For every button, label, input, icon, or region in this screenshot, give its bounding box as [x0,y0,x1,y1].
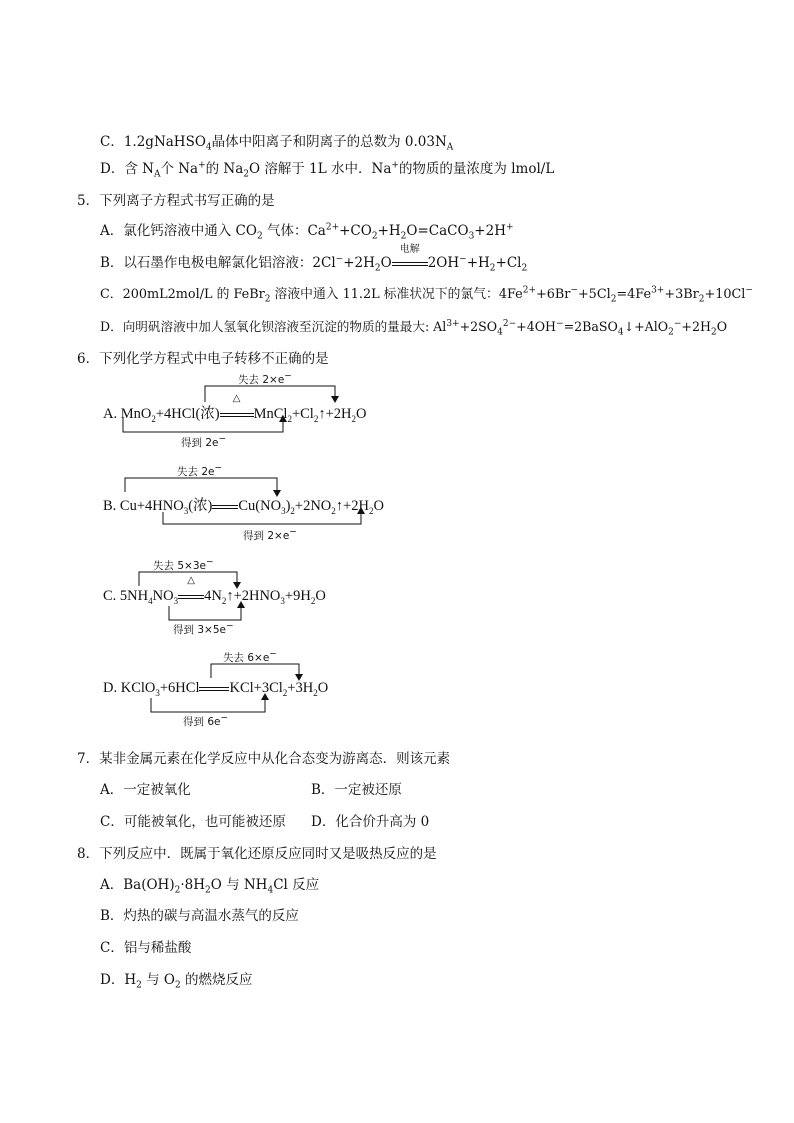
q5-option-a: A．氯化钙溶液中通入 $CO_2$ 气体：$Ca^{2+}+CO_2+H_2O=CaCO_3+2H^+$ [100,222,514,242]
equation-a-text: A. MnO$_2$+4HCl(浓) △ $MnCl_2+Cl_2↑+2H_2O$ [103,393,367,424]
q7-option-b: B．一定被还原 [311,782,402,798]
lost-electrons-label: 失去 2e− [177,463,223,478]
q4-option-d: D．含 $N_A$个 Na+的 $Na_2O$ 溶解于 1L 水中．Na+的物质的量浓度为 lmol/L [100,160,555,180]
lost-electrons-label: 失去 5×3e− [153,557,214,572]
q8-option-c: C．铝与稀盐酸 [100,940,192,956]
q6-stem: 6．下列化学方程式中电子转移不正确的是 [77,351,329,367]
q5-option-b: B．以石墨作电极电解氯化铝溶液：$2Cl^-+2H_2O$ 电解 $2OH^-+H_2+Cl_2$ [100,244,528,274]
q6-equation-a [103,371,503,449]
q7-stem: 7．某非金属元素在化学反应中从化合态变为游离态．则该元素 [77,751,451,767]
electrolysis-equals-sign: 电解 [392,254,428,272]
lost-electrons-label: 失去 6×e− [223,649,277,664]
equation-b-text: B. $Cu+4HNO_3$(浓) $Cu(NO_3)_2+2NO_2↑+2H_2O$ [103,498,384,516]
q5-option-c: C．200mL2mol/L 的 FeBr$_2$ 溶液中通入 11.2L 标准状况下的氯气：$4Fe^{2+}+6Br^-+5Cl_2=4Fe^{3+}+3Br_2+10Cl^-$ [100,285,753,305]
gained-electrons-label: 得到 3×5e− [173,621,234,636]
equation-c-text: C. $5NH_4NO_3$ △ $4N_2↑+2HNO_3+9H_2O$ [103,575,326,606]
q8-option-d: D．$H_2$ 与 $O_2$ 的燃烧反应 [100,972,253,991]
q7-option-d: D．化合价升高为 0 [311,814,430,830]
q8-option-b: B．灼热的碳与高温水蒸气的反应 [100,908,299,924]
q5-option-d: D．向明矾溶液中加人氢氧化钡溶液至沉淀的物质的量最大: $Al^{3+}+2SO_4^{2-}+4OH^-=2BaSO_4↓+AlO_2^-+2H_2O$ [100,318,728,338]
gained-electrons-label: 得到 6e− [183,713,229,728]
q7-option-c: C．可能被氧化，也可能被还原 [100,814,286,830]
gained-electrons-label: 得到 2×e− [243,527,297,542]
q5-stem: 5．下列离子方程式书写正确的是 [77,193,275,209]
lost-electrons-label: 失去 2×e− [238,371,292,386]
q7-option-a: A．一定被氧化 [100,782,191,798]
q8-option-a: A．$Ba(OH)_2\cdot 8H_2O$ 与 $NH_4Cl$ 反应 [100,877,320,896]
q6-equation-c [103,557,503,636]
q4-option-c: C．1.2gNaHSO$_4$晶体中阳离子和阴离子的总数为 $0.03N_A$ [100,134,454,153]
q8-stem: 8．下列反应中．既属于氧化还原反应同时又是吸热反应的是 [77,846,437,862]
gained-electrons-label: 得到 2e− [181,434,227,449]
q6-equation-d [103,649,503,728]
equation-d-text: D. KClO$_3$+6HCl $KCl+3Cl_2+3H_2O$ [103,680,329,698]
q6-equation-b [103,463,503,542]
